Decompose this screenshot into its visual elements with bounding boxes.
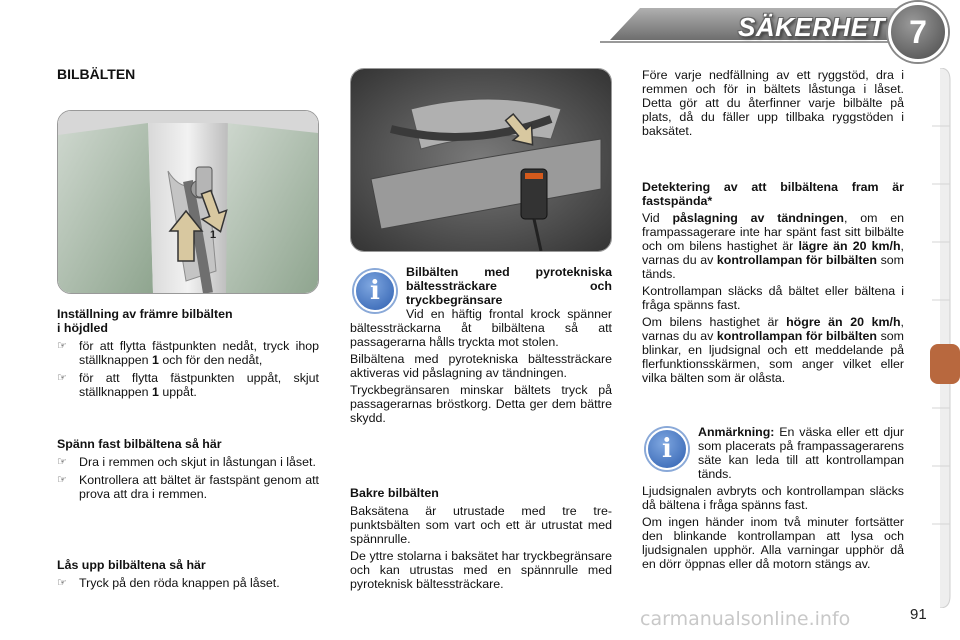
rear-belt-buckle-photo xyxy=(350,68,612,252)
fasten-heading: Spänn fast bilbältena så här xyxy=(57,437,222,451)
note-paragraph: Anmärkning: En väska eller ett djur som placerats på frampassagerarens säte kan leda till att kontrollampan tänds. xyxy=(698,425,904,481)
info-icon: i xyxy=(646,428,688,470)
column-left xyxy=(57,307,319,399)
chapter-title: SÄKERHET xyxy=(738,12,886,42)
bullet-icon: ☞ xyxy=(57,372,67,384)
note-section xyxy=(642,425,904,571)
bullet-icon: ☞ xyxy=(57,456,67,468)
front-height-heading: Inställning av främre bilbälten i höjdled xyxy=(57,307,233,335)
active-chapter-tab xyxy=(930,344,960,384)
detection-paragraph-1: Vid påslagning av tändningen, om en frampassagerare inte har spänt fast sitt bilbälte och om bilens hastighet är lägre än 20 km/h, varnas du av kontrollampan för bilbälten som tänds. xyxy=(642,211,904,281)
page-number: 91 xyxy=(910,606,927,623)
rear-section xyxy=(350,486,612,591)
unlock-heading: Lås upp bilbältena så här xyxy=(57,558,206,572)
detection-paragraph-2: Kontrollampan släcks då bältet eller bältena i fråga spänns fast. xyxy=(642,284,904,312)
rear-paragraph-1: Baksätena är utrustade med tre tre-punktsbälten som vart och ett är utrustat med spännrulle. xyxy=(350,504,612,546)
bullet-icon: ☞ xyxy=(57,474,67,486)
belt-height-adjuster-photo xyxy=(57,110,319,294)
bullet-icon: ☞ xyxy=(57,340,67,352)
pyro-heading: Bilbälten med pyrotekniska bältessträckare och tryckbegränsare xyxy=(406,265,612,307)
fasten-section xyxy=(57,437,319,501)
signal-off-paragraph: Ljudsignalen avbryts och kontrollampan släcks då bältena i fråga spänns fast. xyxy=(642,484,904,512)
column-right xyxy=(642,68,904,138)
pyro-paragraph-2: Bilbältena med pyrotekniska bältessträckare aktiveras vid påslagning av tändningen. xyxy=(350,352,612,380)
rear-paragraph-2: De yttre stolarna i baksätet har tryckbegränsare och kan utrustas med en spännrulle med pyroteknisk bältessträckare. xyxy=(350,549,612,591)
info-icon: i xyxy=(354,270,396,312)
bullet-icon: ☞ xyxy=(57,577,67,589)
unlock-section xyxy=(57,558,319,590)
watermark: carmanualsonline.info xyxy=(640,608,851,630)
two-minutes-paragraph: Om ingen händer inom två minuter fortsätter den blinkande kontrollampan att lysa och ljudsignalen upphör. Alla varningar upphör då en dörr öppnas eller då motorn stängs av. xyxy=(642,515,904,571)
pyro-section xyxy=(350,265,612,425)
rear-heading: Bakre bilbälten xyxy=(350,486,439,500)
fold-backrest-paragraph: Före varje nedfällning av ett ryggstöd, dra i remmen och för in bältets låstunga i låset. Detta gör att du återfinner varje bilbälte på plats, då du fäller upp tillbaka ryggstöden i baksätet. xyxy=(642,68,904,138)
chapter-tab-rail xyxy=(928,68,960,608)
list-item: ☞ Tryck på den röda knappen på låset. xyxy=(57,576,280,590)
figure-callout-1: 1 xyxy=(210,229,217,241)
detection-section xyxy=(642,180,904,385)
list-item: ☞ Dra i remmen och skjut in låstungan i låset. xyxy=(57,455,316,469)
detection-heading: Detektering av att bilbältena fram är fastspända* xyxy=(642,180,904,208)
pyro-paragraph-3: Tryckbegränsaren minskar bältets tryck på passagerarnas bröstkorg. Detta ger dem bättre skydd. xyxy=(350,383,612,425)
list-item: ☞ för att flytta fästpunkten nedåt, tryck ihop ställknappen 1 och för den nedåt, xyxy=(57,339,319,367)
detection-paragraph-3: Om bilens hastighet är högre än 20 km/h, varnas du av kontrollampan för bilbälten som blinkar, en ljudsignal och ett meddelande på flerfunktionsskärmen, som anger vilket eller vilka bälten som är olåsta. xyxy=(642,315,904,385)
section-title: BILBÄLTEN xyxy=(57,66,136,82)
list-item: ☞ Kontrollera att bältet är fastspänt genom att prova att dra i remmen. xyxy=(57,473,319,501)
chapter-number-badge: 7 xyxy=(888,2,948,62)
pyro-paragraph-1: Vid en häftig frontal krock spänner bältessträckarna åt bilbältena så att passagerarna hålls tryckta mot stolen. xyxy=(350,307,612,349)
list-item: ☞ för att flytta fästpunkten uppåt, skjut ställknappen 1 uppåt. xyxy=(57,371,319,399)
